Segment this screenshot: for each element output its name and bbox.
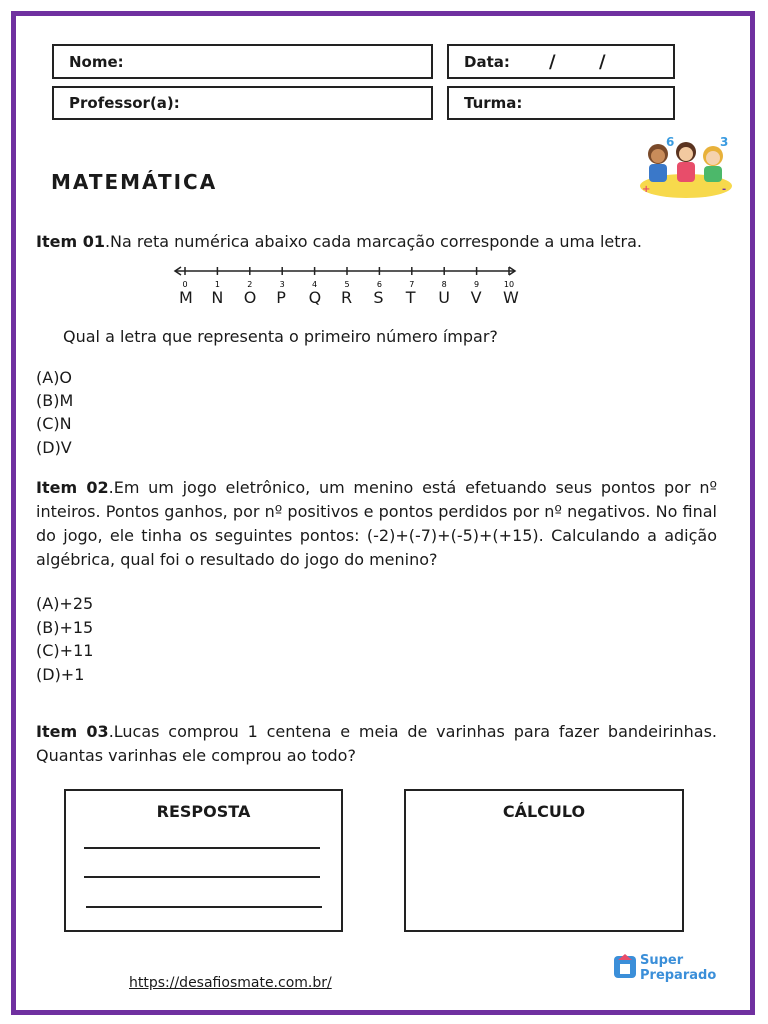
tick-label-3: 3 [279, 280, 285, 289]
item1-statement [36, 230, 717, 254]
item3-text: .Lucas comprou 1 centena e meia de varinhas para fazer bandeirinhas. Quantas varinhas ele comprou ao todo? [36, 722, 717, 765]
tick-label-0: 0 [182, 280, 188, 289]
tick-label-7: 7 [409, 280, 415, 289]
item2-option-c[interactable]: (C)+11 [36, 641, 94, 660]
svg-text:-: - [722, 184, 727, 195]
super-preparado-logo [612, 950, 722, 984]
item1-option-d[interactable]: (D)V [36, 438, 72, 457]
date-field[interactable] [447, 44, 675, 79]
number-line-letter-o: O [243, 288, 257, 307]
svg-text:+: + [642, 184, 651, 195]
item2-option-d[interactable]: (D)+1 [36, 665, 85, 684]
tick-label-4: 4 [312, 280, 318, 289]
class-field[interactable] [447, 86, 675, 120]
date-label: Data: [464, 52, 510, 71]
number-line-letter-t: T [405, 288, 416, 307]
professor-field[interactable] [52, 86, 433, 120]
date-slash-1: / [549, 51, 556, 72]
item1-option-b[interactable]: (B)M [36, 391, 74, 410]
item1-option-c[interactable]: (C)N [36, 414, 72, 433]
number-line-letter-s: S [373, 288, 384, 307]
answer-line-3 [86, 906, 322, 908]
svg-text:6: 6 [666, 135, 675, 149]
number-line-letter-v: V [470, 288, 482, 307]
answer-box[interactable] [64, 789, 343, 932]
item2-option-b[interactable]: (B)+15 [36, 618, 94, 637]
calculation-box[interactable] [404, 789, 684, 932]
svg-text:3: 3 [720, 135, 729, 149]
number-line-letter-w: W [503, 288, 519, 307]
item2-title: Item 02 [36, 478, 109, 497]
number-line-letter-u: U [438, 288, 450, 307]
footer-link[interactable]: https://desafiosmate.com.br/ [129, 975, 332, 991]
answer-line-1 [84, 847, 320, 849]
item3-statement [36, 720, 717, 768]
date-slash-2: / [599, 51, 606, 72]
number-line-letter-r: R [341, 288, 353, 307]
tick-label-5: 5 [344, 280, 350, 289]
number-line-letter-q: Q [308, 288, 322, 307]
item2-statement [36, 476, 717, 572]
subject-title: MATEMÁTICA [51, 170, 218, 194]
number-line [170, 262, 520, 290]
item1-option-a[interactable]: (A)O [36, 368, 73, 387]
number-line-letter-p: P [276, 288, 286, 307]
item2-text: .Em um jogo eletrônico, um menino está efetuando seus pontos por nº inteiros. Pontos ganhos, por nº positivos e pontos perdidos por nº negativos. No final do jogo, ele tinha os seguintes pontos: (-2)+(-7)+(-5)+(+15). Calculando a adição algébrica, qual foi o resultado do jogo do menino? [36, 478, 717, 569]
logo-text-super: Super [640, 953, 684, 968]
logo-text-preparado: Preparado [640, 968, 717, 983]
number-line-letter-n: N [211, 288, 224, 307]
tick-label-1: 1 [214, 280, 220, 289]
calculation-box-title: CÁLCULO [502, 802, 586, 821]
name-field[interactable] [52, 44, 433, 79]
item1-question: Qual a letra que representa o primeiro número ímpar? [63, 327, 498, 346]
item1-title: Item 01 [36, 232, 105, 251]
tick-label-8: 8 [441, 280, 447, 289]
number-line-letter-m: M [179, 288, 193, 307]
tick-label-10: 10 [503, 280, 515, 289]
kids-illustration [636, 134, 734, 200]
item3-title: Item 03 [36, 722, 109, 741]
answer-box-title: RESPOSTA [156, 802, 251, 821]
item2-option-a[interactable]: (A)+25 [36, 594, 94, 613]
class-label: Turma: [464, 94, 523, 112]
tick-label-9: 9 [474, 280, 480, 289]
professor-label: Professor(a): [69, 94, 180, 112]
answer-line-2 [84, 876, 320, 878]
item1-text: .Na reta numérica abaixo cada marcação corresponde a uma letra. [104, 232, 642, 251]
tick-label-2: 2 [247, 280, 253, 289]
name-label: Nome: [69, 52, 124, 71]
tick-label-6: 6 [376, 280, 382, 289]
